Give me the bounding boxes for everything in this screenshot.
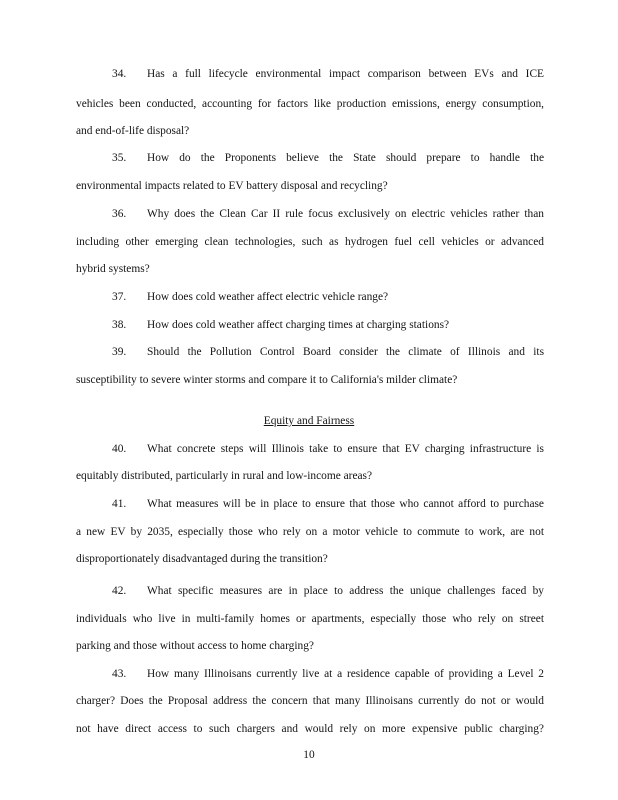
question-line: How many Illinoisans currently live at a residence capable of providing a Level 2: [147, 668, 544, 680]
question-line: equitably distributed, particularly in rural and low-income areas?: [76, 470, 373, 482]
question-line: susceptibility to severe winter storms and compare it to California's milder climate?: [76, 374, 458, 386]
question-line: What measures will be in place to ensure that those who cannot afford to purchase: [147, 498, 544, 510]
question-number: 43.: [112, 668, 127, 680]
question-line: charger? Does the Proposal address the concern that many Illinoisans currently do not or would: [76, 695, 544, 707]
question-line: including other emerging clean technologies, such as hydrogen fuel cell vehicles or advanced: [76, 236, 544, 248]
question-number: 41.: [112, 498, 127, 510]
question-line: Should the Pollution Control Board consider the climate of Illinois and its: [147, 346, 544, 358]
question-number: 39.: [112, 346, 127, 358]
question-number: 34.: [112, 68, 127, 80]
page-number: 10: [303, 749, 315, 761]
question-line: vehicles been conducted, accounting for factors like production emissions, energy consumption,: [76, 98, 544, 110]
question-number: 36.: [112, 208, 127, 220]
question-line: a new EV by 2035, especially those who rely on a motor vehicle to commute to work, are not: [76, 526, 544, 538]
question-number: 37.: [112, 291, 127, 303]
question-line: What specific measures are in place to address the unique challenges faced by: [147, 585, 544, 597]
question-line: hybrid systems?: [76, 263, 150, 275]
question-line: disproportionately disadvantaged during the transition?: [76, 553, 328, 565]
question-number: 40.: [112, 443, 127, 455]
question-number: 38.: [112, 319, 127, 331]
question-line: How does cold weather affect charging times at charging stations?: [147, 319, 450, 331]
section-heading: Equity and Fairness: [263, 415, 355, 427]
question-line: How does cold weather affect electric vehicle range?: [147, 291, 389, 303]
question-line: What concrete steps will Illinois take to ensure that EV charging infrastructure is: [147, 443, 544, 455]
question-number: 42.: [112, 585, 127, 597]
question-line: parking and those without access to home charging?: [76, 640, 314, 652]
question-line: not have direct access to such chargers and would rely on more expensive public charging?: [76, 723, 544, 735]
question-line: and end-of-life disposal?: [76, 125, 190, 137]
question-line: Has a full lifecycle environmental impact comparison between EVs and ICE: [147, 68, 544, 80]
question-line: individuals who live in multi-family homes or apartments, especially those who rely on street: [76, 613, 544, 625]
question-line: environmental impacts related to EV battery disposal and recycling?: [76, 180, 388, 192]
question-line: How do the Proponents believe the State should prepare to handle the: [147, 152, 544, 164]
question-number: 35.: [112, 152, 127, 164]
question-line: Why does the Clean Car II rule focus exclusively on electric vehicles rather than: [147, 208, 544, 220]
